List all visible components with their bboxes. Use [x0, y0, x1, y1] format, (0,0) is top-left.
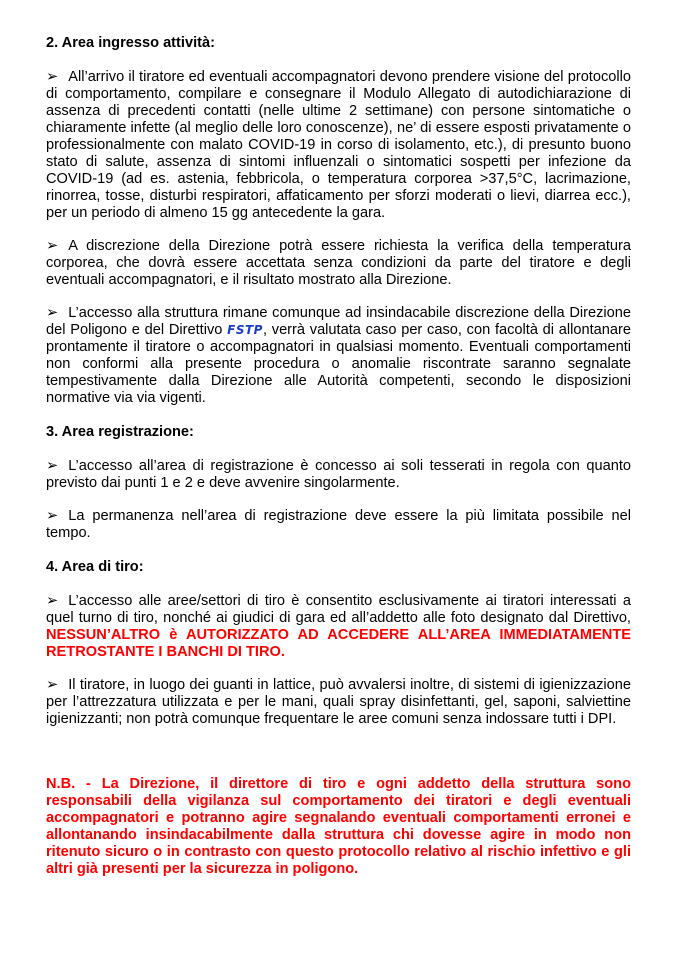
- arrow-bullet-icon: ➢: [46, 593, 59, 609]
- section-4-paragraph-1: ➢ L’accesso alle aree/settori di tiro è consentito esclusivamente ai tiratori interessati a quel turno di tiro, nonché ai giudici di gara ed all’addetto alle foto designato dal Direttivo, NESSUN’ALTRO è AUTORIZZATO AD ACCEDERE ALL’AREA IMMEDIATAMENTE RETROSTANTE I BANCHI DI TIRO.: [46, 593, 631, 660]
- access-warning: NESSUN’ALTRO è AUTORIZZATO AD ACCEDERE ALL’AREA IMMEDIATAMENTE RETROSTANTE I BANCHI DI TIRO.: [46, 627, 631, 660]
- section-2-title: 2. Area ingresso attività:: [46, 35, 215, 51]
- nb-notice: N.B. - La Direzione, il direttore di tiro e ogni addetto della struttura sono responsabili della vigilanza sul comportamento dei tiratori e degli eventuali accompagnatori e potranno agire segnalando eventuali comportamenti erronei e allontanando insindacabilmente dalla struttura chi dovesse agire in modo non ritenuto sicuro o in contrasto con questo protocollo relativo al rischio infettivo e gli altri già presenti per la sicurezza in poligono.: [46, 776, 631, 877]
- section-4-paragraph-2: ➢ Il tiratore, in luogo dei guanti in lattice, può avvalersi inoltre, di sistemi di igienizzazione per l’attrezzatura utilizzata e per le mani, quali spray disinfettanti, gel, saponi, salviettine igienizzanti; non potrà comunque frequentare le aree comuni senza indossare tutti i DPI.: [46, 677, 631, 727]
- section-2-paragraph-2: ➢ A discrezione della Direzione potrà essere richiesta la verifica della temperatura corporea, che dovrà essere accettata senza condizioni da parte del tiratore e degli eventuali accompagnatori, e il risultato mostrato alla Direzione.: [46, 238, 631, 288]
- arrow-bullet-icon: ➢: [46, 508, 59, 524]
- section-3-paragraph-2: ➢ La permanenza nell’area di registrazione deve essere la più limitata possibile nel tempo.: [46, 508, 631, 541]
- arrow-bullet-icon: ➢: [46, 238, 59, 254]
- arrow-bullet-icon: ➢: [46, 305, 59, 321]
- section-3-paragraph-1: ➢ L’accesso all’area di registrazione è concesso ai soli tesserati in regola con quanto previsto dai punti 1 e 2 e deve avvenire singolarmente.: [46, 458, 631, 491]
- section-2-paragraph-3: ➢ L’accesso alla struttura rimane comunque ad insindacabile discrezione della Direzione del Poligono e del Direttivo FSTP, verrà valutata caso per caso, con facoltà di allontanare prontamente il tiratore o accompagnatori in qualsiasi momento. Eventuali comportamenti non conformi alla presente procedura o anomalie riscontrate saranno segnalate tempestivamente dalla Direzione alle Autorità competenti, secondo le disposizioni normative via via vigenti.: [46, 305, 632, 406]
- fstp-logo: FSTP: [227, 323, 263, 337]
- arrow-bullet-icon: ➢: [46, 69, 59, 85]
- arrow-bullet-icon: ➢: [46, 677, 59, 693]
- arrow-bullet-icon: ➢: [46, 458, 59, 474]
- section-3-title: 3. Area registrazione:: [46, 424, 194, 440]
- section-4-title: 4. Area di tiro:: [46, 559, 144, 575]
- section-2-paragraph-1: ➢ All’arrivo il tiratore ed eventuali accompagnatori devono prendere visione del protocollo di comportamento, compilare e consegnare il Modulo Allegato di autodichiarazione di assenza di precedenti contatti (nelle ultime 2 settimane) con persone sintomatiche o chiaramente infette (al meglio delle loro conoscenze), ne’ di essere esposti privatamente o professionalmente con malato COVID-19 in corso di isolamento, etc.), di presunto buono stato di salute, assenza di sintomi influenzali o sintomatici sospetti per infezione da COVID-19 (ad es. astenia, febbricola, o temperatura corporea >37,5°C, lacrimazione, rinorrea, tosse, disturbi respiratori, affaticamento per sforzi moderati o lievi, diarrea ecc.), per un periodo di almeno 15 gg antecedente la gara.: [46, 69, 631, 221]
